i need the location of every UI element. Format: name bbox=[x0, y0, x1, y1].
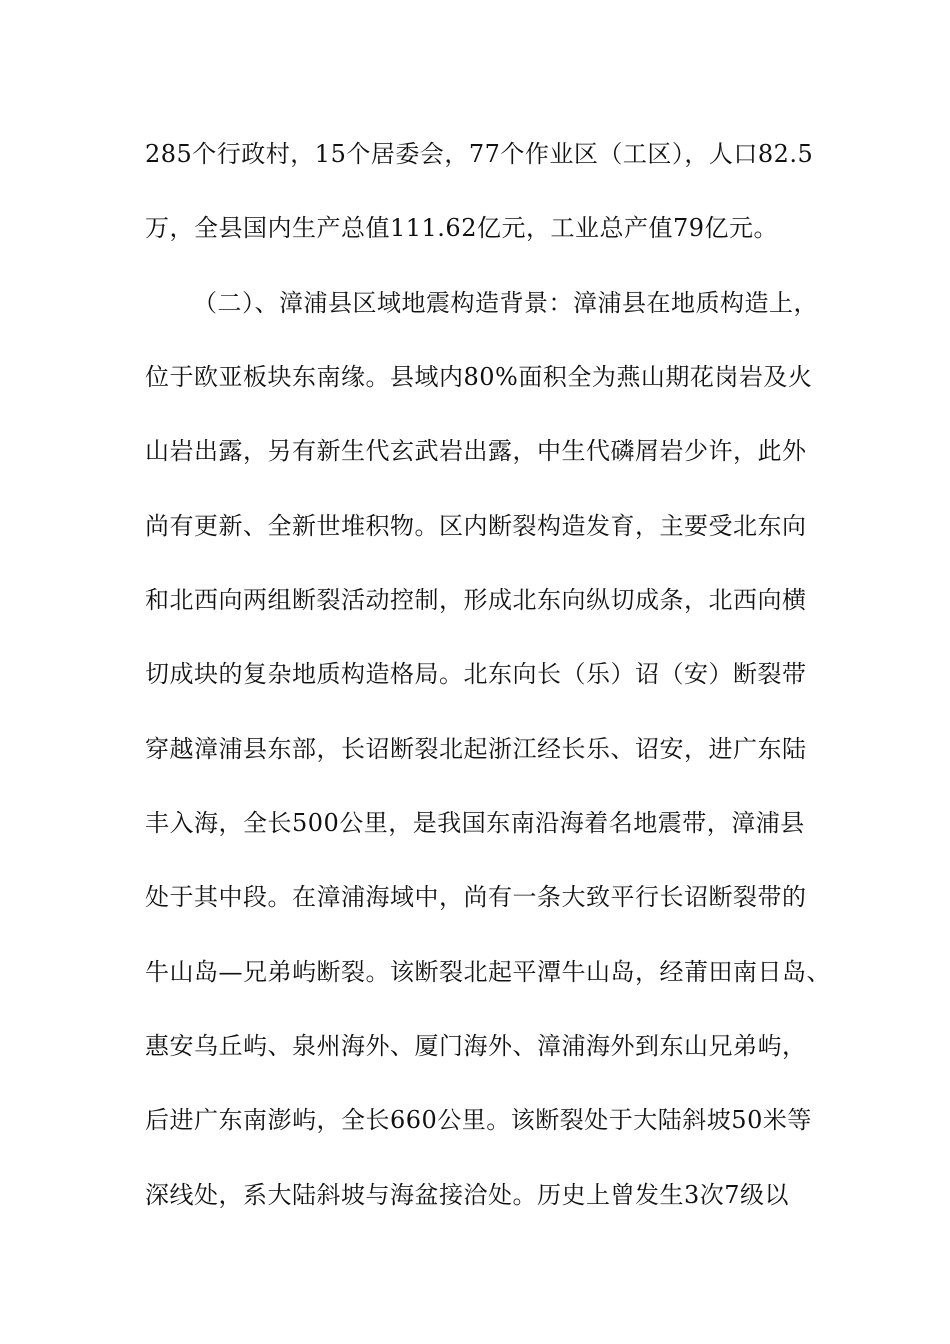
text-line: 后进广东南澎屿，全长660公里。该断裂处于大陆斜坡50米等 bbox=[145, 1106, 812, 1134]
text-line: 穿越漳浦县东部，长诏断裂北起浙江经长乐、诏安，进广东陆 bbox=[145, 735, 807, 763]
text-line: 惠安乌丘屿、泉州海外、厦门海外、漳浦海外到东山兄弟屿， bbox=[145, 1032, 807, 1060]
text-line: 牛山岛—兄弟屿断裂。该断裂北起平潭牛山岛，经莆田南日岛、 bbox=[145, 958, 831, 986]
text-line: 万，全县国内生产总值111.62亿元，工业总产值79亿元。 bbox=[145, 214, 779, 242]
text-line: 山岩出露，另有新生代玄武岩出露，中生代磷屑岩少许，此外 bbox=[145, 437, 807, 465]
text-line: 位于欧亚板块东南缘。县域内80%面积全为燕山期花岗岩及火 bbox=[145, 363, 813, 391]
text-line: 丰入海，全长500公里，是我国东南沿海着名地震带，漳浦县 bbox=[145, 809, 805, 837]
text-line: 尚有更新、全新世堆积物。区内断裂构造发育，主要受北东向 bbox=[145, 512, 807, 540]
paragraph-start-line: （二）、漳浦县区域地震构造背景：漳浦县在地质构造上， bbox=[193, 289, 818, 317]
text-line: 深线处，系大陆斜坡与海盆接洽处。历史上曾发生3次7级以 bbox=[145, 1181, 790, 1209]
text-line: 处于其中段。在漳浦海域中，尚有一条大致平行长诏断裂带的 bbox=[145, 883, 807, 911]
text-line: 285个行政村，15个居委会，77个作业区（工区），人口82.5 bbox=[145, 140, 814, 168]
text-line: 和北西向两组断裂活动控制，形成北东向纵切成条，北西向横 bbox=[145, 586, 807, 614]
text-line: 切成块的复杂地质构造格局。北东向长（乐）诏（安）断裂带 bbox=[145, 660, 807, 688]
